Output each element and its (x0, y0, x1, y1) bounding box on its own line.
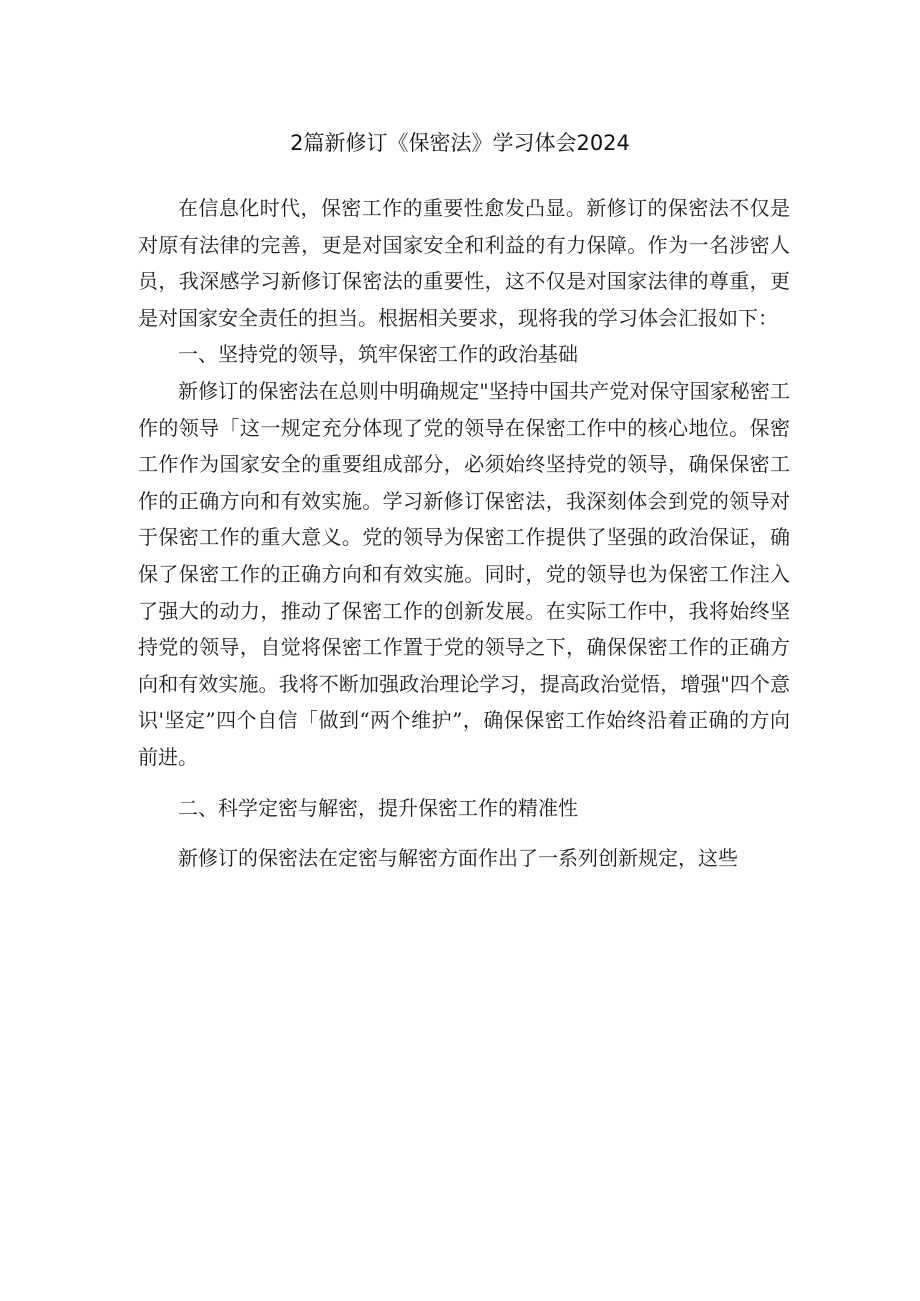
paragraph-section-2: 新修订的保密法在定密与解密方面作出了一系列创新规定，这些 (178, 846, 738, 871)
section-heading-1: 一、坚持党的领导，筑牢保密工作的政治基础 (178, 342, 578, 367)
paragraph-intro: 在信息化时代，保密工作的重要性愈发凸显。新修订的保密法不仅是对原有法律的完善，更是对国家安全和利益的有力保障。作为一名涉密人员，我深感学习新修订保密法的重要性，这不仅是对国家法律的尊重，更是对国家安全责任的担当。根据相关要求，现将我的学习体会汇报如下： (138, 196, 790, 330)
section-heading-2: 二、科学定密与解密，提升保密工作的精准性 (178, 795, 578, 820)
document-title: 2篇新修订《保密法》学习体会2024 (290, 131, 630, 155)
document-body (138, 190, 790, 877)
paragraph-section-1: 新修订的保密法在总则中明确规定"坚持中国共产党对保守国家秘密工作的领导「这一规定充分体现了党的领导在保密工作中的核心地位。保密工作作为国家安全的重要组成部分，必须始终坚持党的领导，确保保密工作的正确方向和有效实施。学习新修订保密法，我深刻体会到党的领导对于保密工作的重大意义。党的领导为保密工作提供了坚强的政治保证，确保了保密工作的正确方向和有效实施。同时，党的领导也为保密工作注入了强大的动力，推动了保密工作的创新发展。在实际工作中，我将始终坚持党的领导，自觉将保密工作置于党的领导之下，确保保密工作的正确方向和有效实施。我将不断加强政治理论学习，提高政治觉悟，增强"四个意识'坚定”四个自信「做到“两个维护”，确保保密工作始终沿着正确的方向前进。 (138, 378, 790, 769)
